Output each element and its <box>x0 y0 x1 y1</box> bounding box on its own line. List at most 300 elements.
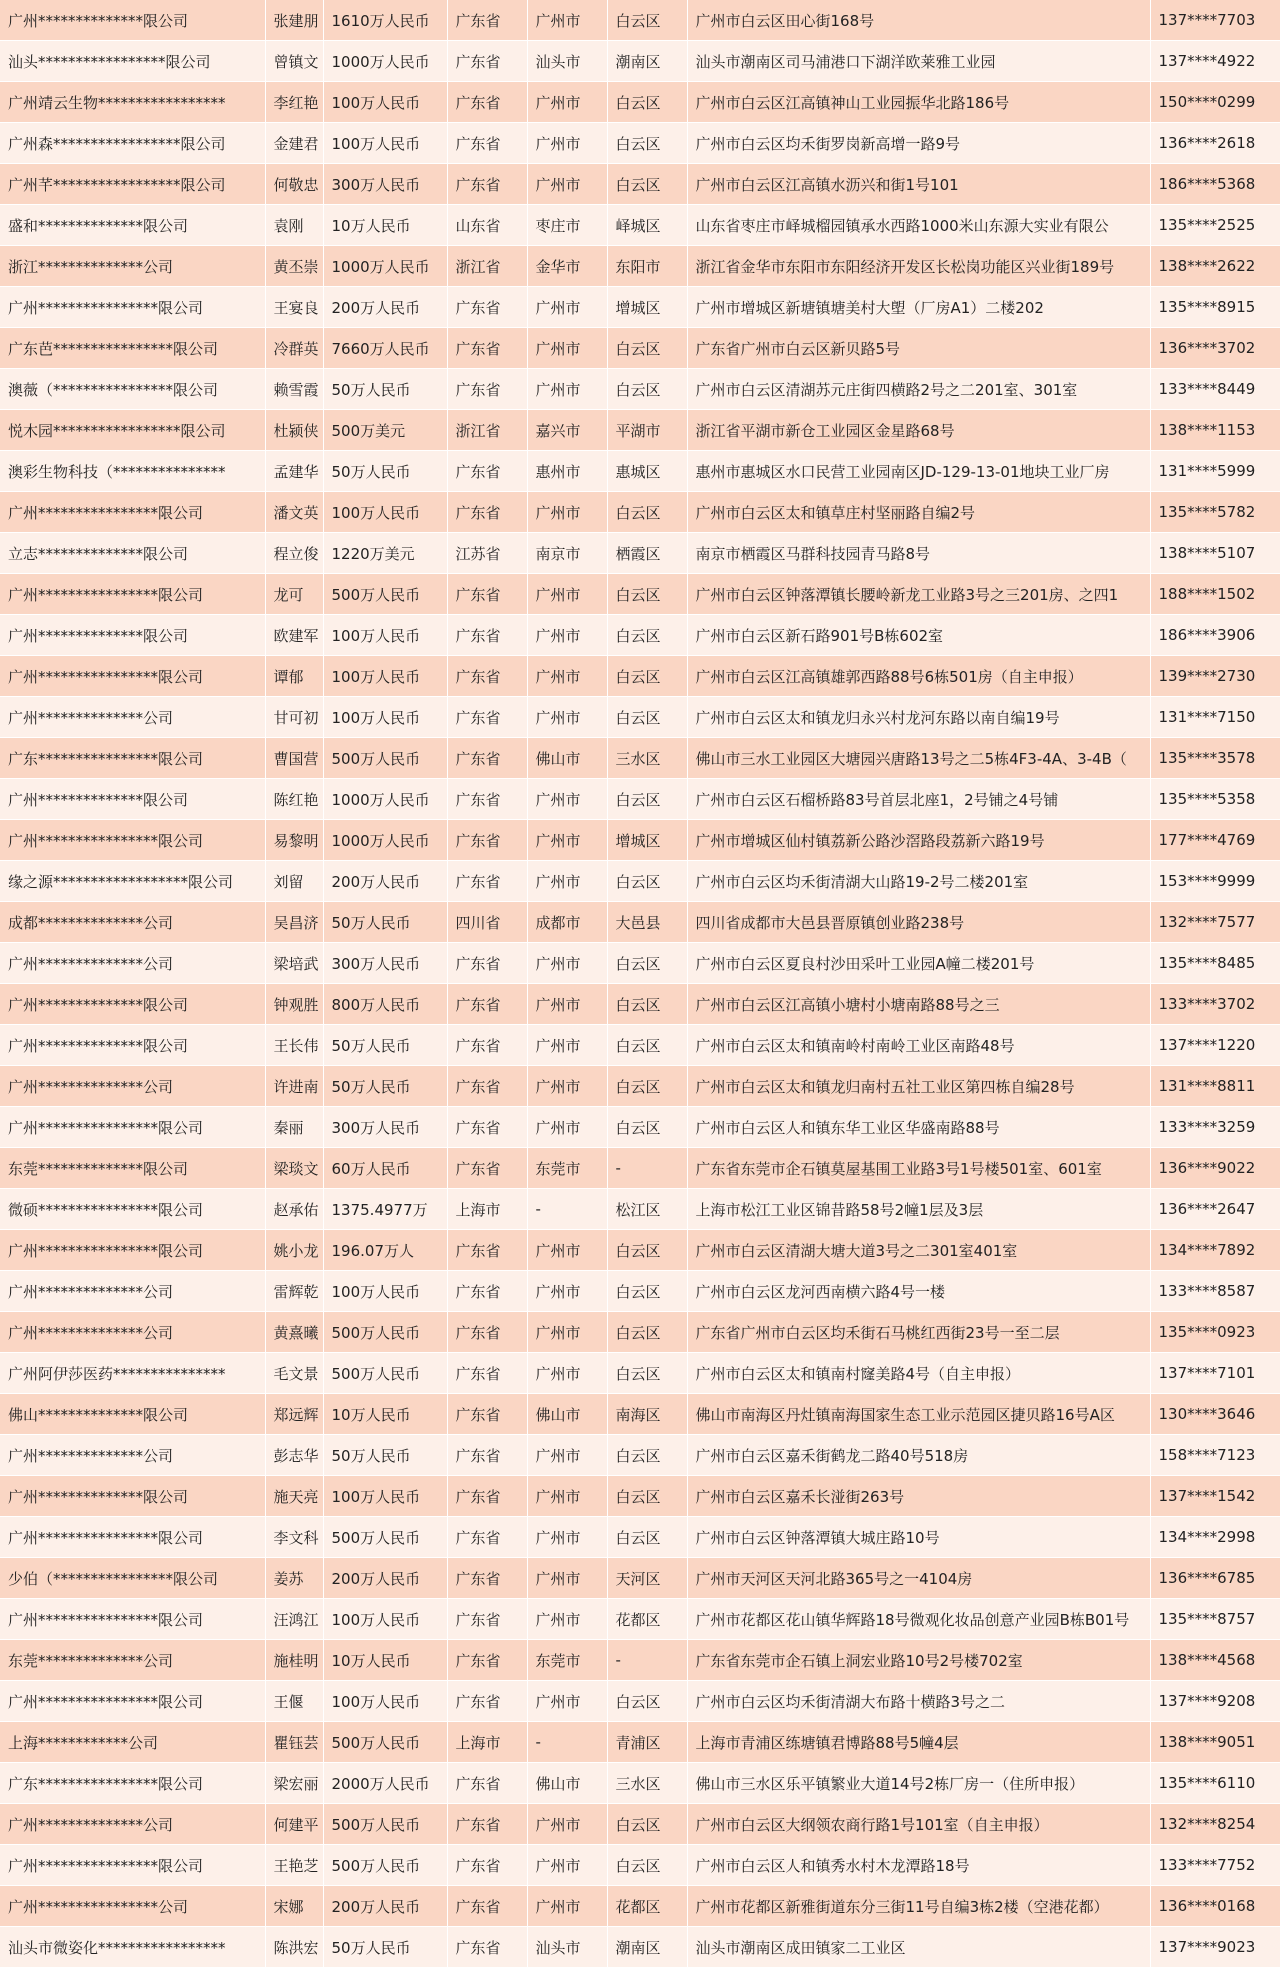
phone-cell: 135****6110 <box>1150 1763 1280 1804</box>
phone-cell: 138****5107 <box>1150 533 1280 574</box>
address-cell: 广州市白云区均禾街清湖大布路十横路3号之二 <box>687 1681 1150 1722</box>
registered-capital-cell: 2000万人民币 <box>323 1763 447 1804</box>
registered-capital-cell: 300万人民币 <box>323 943 447 984</box>
city-cell: 广州市 <box>527 697 607 738</box>
registered-capital-cell: 100万人民币 <box>323 1476 447 1517</box>
legal-rep-cell: 冷群英 <box>265 328 323 369</box>
phone-cell: 137****9208 <box>1150 1681 1280 1722</box>
district-cell: 三水区 <box>607 1763 687 1804</box>
table-row <box>0 1148 1280 1189</box>
district-cell: 白云区 <box>607 1435 687 1476</box>
company-name-cell: 微硕****************限公司 <box>0 1189 265 1230</box>
company-name-cell: 广州**************限公司 <box>0 0 265 41</box>
legal-rep-cell: 雷辉乾 <box>265 1271 323 1312</box>
table-row <box>0 41 1280 82</box>
district-cell: 白云区 <box>607 861 687 902</box>
table-row <box>0 656 1280 697</box>
legal-rep-cell: 袁刚 <box>265 205 323 246</box>
company-name-cell: 广州**************限公司 <box>0 1476 265 1517</box>
registered-capital-cell: 50万人民币 <box>323 1025 447 1066</box>
table-row <box>0 369 1280 410</box>
address-cell: 广东省广州市白云区均禾街石马桃红西街23号一至二层 <box>687 1312 1150 1353</box>
table-row <box>0 574 1280 615</box>
phone-cell: 186****3906 <box>1150 615 1280 656</box>
legal-rep-cell: 金建君 <box>265 123 323 164</box>
district-cell: 白云区 <box>607 369 687 410</box>
phone-cell: 135****8757 <box>1150 1599 1280 1640</box>
company-name-cell: 缘之源******************限公司 <box>0 861 265 902</box>
table-row <box>0 1599 1280 1640</box>
address-cell: 广州市白云区太和镇草庄村坚丽路自编2号 <box>687 492 1150 533</box>
city-cell: 广州市 <box>527 656 607 697</box>
registered-capital-cell: 500万美元 <box>323 410 447 451</box>
legal-rep-cell: 刘留 <box>265 861 323 902</box>
province-cell: 广东省 <box>447 1435 527 1476</box>
registered-capital-cell: 50万人民币 <box>323 1927 447 1968</box>
legal-rep-cell: 潘文英 <box>265 492 323 533</box>
phone-cell: 188****1502 <box>1150 574 1280 615</box>
legal-rep-cell: 吴昌济 <box>265 902 323 943</box>
province-cell: 浙江省 <box>447 410 527 451</box>
city-cell: 东莞市 <box>527 1640 607 1681</box>
province-cell: 广东省 <box>447 1681 527 1722</box>
province-cell: 广东省 <box>447 697 527 738</box>
legal-rep-cell: 赵承佑 <box>265 1189 323 1230</box>
address-cell: 广州市增城区仙村镇荔新公路沙滘路段荔新六路19号 <box>687 820 1150 861</box>
registered-capital-cell: 500万人民币 <box>323 574 447 615</box>
legal-rep-cell: 梁琰文 <box>265 1148 323 1189</box>
company-name-cell: 广州**************公司 <box>0 1804 265 1845</box>
company-name-cell: 广州阿伊莎医药*************** <box>0 1353 265 1394</box>
registered-capital-cell: 10万人民币 <box>323 1640 447 1681</box>
district-cell: 白云区 <box>607 656 687 697</box>
table-row <box>0 1681 1280 1722</box>
phone-cell: 130****3646 <box>1150 1394 1280 1435</box>
province-cell: 广东省 <box>447 1107 527 1148</box>
company-name-cell: 广州**************公司 <box>0 1271 265 1312</box>
address-cell: 惠州市惠城区水口民营工业园南区JD-129-13-01地块工业厂房 <box>687 451 1150 492</box>
table-row <box>0 779 1280 820</box>
phone-cell: 133****8449 <box>1150 369 1280 410</box>
phone-cell: 135****5358 <box>1150 779 1280 820</box>
province-cell: 广东省 <box>447 1066 527 1107</box>
company-name-cell: 广州**************公司 <box>0 697 265 738</box>
province-cell: 广东省 <box>447 82 527 123</box>
address-cell: 广州市白云区嘉禾长湴街263号 <box>687 1476 1150 1517</box>
province-cell: 上海市 <box>447 1722 527 1763</box>
registered-capital-cell: 1000万人民币 <box>323 41 447 82</box>
table-row <box>0 0 1280 41</box>
registered-capital-cell: 1220万美元 <box>323 533 447 574</box>
legal-rep-cell: 姜苏 <box>265 1558 323 1599</box>
district-cell: 潮南区 <box>607 41 687 82</box>
address-cell: 广州市白云区江高镇小塘村小塘南路88号之三 <box>687 984 1150 1025</box>
table-row <box>0 82 1280 123</box>
legal-rep-cell: 谭郁 <box>265 656 323 697</box>
phone-cell: 177****4769 <box>1150 820 1280 861</box>
registered-capital-cell: 196.07万人 <box>323 1230 447 1271</box>
phone-cell: 137****1542 <box>1150 1476 1280 1517</box>
city-cell: 嘉兴市 <box>527 410 607 451</box>
registered-capital-cell: 500万人民币 <box>323 1804 447 1845</box>
table-row <box>0 1189 1280 1230</box>
legal-rep-cell: 毛文景 <box>265 1353 323 1394</box>
city-cell: 金华市 <box>527 246 607 287</box>
city-cell: 佛山市 <box>527 1763 607 1804</box>
legal-rep-cell: 姚小龙 <box>265 1230 323 1271</box>
registered-capital-cell: 200万人民币 <box>323 287 447 328</box>
legal-rep-cell: 欧建军 <box>265 615 323 656</box>
district-cell: 白云区 <box>607 1312 687 1353</box>
legal-rep-cell: 王艳芝 <box>265 1845 323 1886</box>
phone-cell: 135****8915 <box>1150 287 1280 328</box>
legal-rep-cell: 陈洪宏 <box>265 1927 323 1968</box>
district-cell: 白云区 <box>607 1845 687 1886</box>
table-row <box>0 861 1280 902</box>
province-cell: 广东省 <box>447 1640 527 1681</box>
registered-capital-cell: 10万人民币 <box>323 205 447 246</box>
province-cell: 广东省 <box>447 41 527 82</box>
address-cell: 浙江省金华市东阳市东阳经济开发区长松岗功能区兴业街189号 <box>687 246 1150 287</box>
table-row <box>0 1066 1280 1107</box>
city-cell: 广州市 <box>527 1107 607 1148</box>
phone-cell: 135****0923 <box>1150 1312 1280 1353</box>
district-cell: 白云区 <box>607 1681 687 1722</box>
registered-capital-cell: 100万人民币 <box>323 492 447 533</box>
table-row <box>0 820 1280 861</box>
registered-capital-cell: 100万人民币 <box>323 615 447 656</box>
district-cell: 白云区 <box>607 697 687 738</box>
legal-rep-cell: 施天亮 <box>265 1476 323 1517</box>
legal-rep-cell: 秦丽 <box>265 1107 323 1148</box>
district-cell: 白云区 <box>607 1025 687 1066</box>
address-cell: 广州市白云区江高镇水沥兴和街1号101 <box>687 164 1150 205</box>
phone-cell: 133****7752 <box>1150 1845 1280 1886</box>
phone-cell: 137****7703 <box>1150 0 1280 41</box>
legal-rep-cell: 郑远辉 <box>265 1394 323 1435</box>
province-cell: 广东省 <box>447 369 527 410</box>
company-name-cell: 广州****************限公司 <box>0 656 265 697</box>
province-cell: 上海市 <box>447 1189 527 1230</box>
phone-cell: 138****9051 <box>1150 1722 1280 1763</box>
address-cell: 南京市栖霞区马群科技园青马路8号 <box>687 533 1150 574</box>
company-name-cell: 汕头市微姿化***************** <box>0 1927 265 1968</box>
registered-capital-cell: 1000万人民币 <box>323 820 447 861</box>
phone-cell: 134****7892 <box>1150 1230 1280 1271</box>
phone-cell: 131****8811 <box>1150 1066 1280 1107</box>
city-cell: 广州市 <box>527 574 607 615</box>
province-cell: 广东省 <box>447 1845 527 1886</box>
company-name-cell: 澳薇（****************限公司 <box>0 369 265 410</box>
table-row <box>0 615 1280 656</box>
province-cell: 广东省 <box>447 1558 527 1599</box>
phone-cell: 137****4922 <box>1150 41 1280 82</box>
phone-cell: 136****9022 <box>1150 1148 1280 1189</box>
phone-cell: 158****7123 <box>1150 1435 1280 1476</box>
address-cell: 广州市白云区江高镇雄郭西路88号6栋501房（自主申报） <box>687 656 1150 697</box>
table-row <box>0 451 1280 492</box>
address-cell: 山东省枣庄市峄城榴园镇承水西路1000米山东源大实业有限公 <box>687 205 1150 246</box>
table-row <box>0 1394 1280 1435</box>
address-cell: 广州市花都区花山镇华辉路18号微观化妆品创意产业园B栋B01号 <box>687 1599 1150 1640</box>
registered-capital-cell: 200万人民币 <box>323 1558 447 1599</box>
legal-rep-cell: 李文科 <box>265 1517 323 1558</box>
phone-cell: 135****8485 <box>1150 943 1280 984</box>
address-cell: 广州市白云区人和镇秀水村木龙潭路18号 <box>687 1845 1150 1886</box>
district-cell: 白云区 <box>607 1476 687 1517</box>
city-cell: 南京市 <box>527 533 607 574</box>
district-cell: 潮南区 <box>607 1927 687 1968</box>
table-row <box>0 984 1280 1025</box>
registered-capital-cell: 1375.4977万 <box>323 1189 447 1230</box>
legal-rep-cell: 曾镇文 <box>265 41 323 82</box>
phone-cell: 136****2647 <box>1150 1189 1280 1230</box>
table-row <box>0 164 1280 205</box>
table-row <box>0 1353 1280 1394</box>
address-cell: 广州市白云区夏良村沙田采叶工业园A幢二楼201号 <box>687 943 1150 984</box>
address-cell: 广州市白云区均禾街清湖大山路19-2号二楼201室 <box>687 861 1150 902</box>
company-name-cell: 广州****************限公司 <box>0 1517 265 1558</box>
legal-rep-cell: 梁培武 <box>265 943 323 984</box>
table-row <box>0 1845 1280 1886</box>
address-cell: 广州市增城区新塘镇塘美村大塱（厂房A1）二楼202 <box>687 287 1150 328</box>
table-row <box>0 410 1280 451</box>
province-cell: 广东省 <box>447 1394 527 1435</box>
district-cell: 白云区 <box>607 0 687 41</box>
province-cell: 广东省 <box>447 1312 527 1353</box>
address-cell: 广州市花都区新雅街道东分三街11号自编3栋2楼（空港花都） <box>687 1886 1150 1927</box>
registered-capital-cell: 200万人民币 <box>323 1886 447 1927</box>
province-cell: 广东省 <box>447 984 527 1025</box>
city-cell: 广州市 <box>527 1681 607 1722</box>
table-row <box>0 1517 1280 1558</box>
province-cell: 四川省 <box>447 902 527 943</box>
company-name-cell: 广州****************限公司 <box>0 1230 265 1271</box>
registered-capital-cell: 50万人民币 <box>323 451 447 492</box>
table-row <box>0 1558 1280 1599</box>
address-cell: 广州市白云区江高镇神山工业园振华北路186号 <box>687 82 1150 123</box>
table-row <box>0 1640 1280 1681</box>
city-cell: 广州市 <box>527 861 607 902</box>
city-cell: 东莞市 <box>527 1148 607 1189</box>
legal-rep-cell: 孟建华 <box>265 451 323 492</box>
province-cell: 广东省 <box>447 451 527 492</box>
city-cell: 广州市 <box>527 1558 607 1599</box>
district-cell: 白云区 <box>607 1230 687 1271</box>
city-cell: 广州市 <box>527 1886 607 1927</box>
city-cell: 广州市 <box>527 1435 607 1476</box>
district-cell: 白云区 <box>607 123 687 164</box>
city-cell: 佛山市 <box>527 738 607 779</box>
city-cell: 广州市 <box>527 1025 607 1066</box>
address-cell: 广州市白云区龙河西南横六路4号一楼 <box>687 1271 1150 1312</box>
phone-cell: 131****7150 <box>1150 697 1280 738</box>
province-cell: 广东省 <box>447 1271 527 1312</box>
address-cell: 浙江省平湖市新仓工业园区金星路68号 <box>687 410 1150 451</box>
table-row <box>0 1886 1280 1927</box>
phone-cell: 150****0299 <box>1150 82 1280 123</box>
district-cell: - <box>607 1640 687 1681</box>
province-cell: 广东省 <box>447 1353 527 1394</box>
district-cell: 增城区 <box>607 287 687 328</box>
registered-capital-cell: 100万人民币 <box>323 82 447 123</box>
district-cell: 白云区 <box>607 1353 687 1394</box>
address-cell: 四川省成都市大邑县晋原镇创业路238号 <box>687 902 1150 943</box>
company-name-cell: 东莞**************公司 <box>0 1640 265 1681</box>
legal-rep-cell: 瞿钰芸 <box>265 1722 323 1763</box>
province-cell: 江苏省 <box>447 533 527 574</box>
company-name-cell: 广州**************限公司 <box>0 779 265 820</box>
province-cell: 广东省 <box>447 820 527 861</box>
city-cell: 枣庄市 <box>527 205 607 246</box>
phone-cell: 137****1220 <box>1150 1025 1280 1066</box>
legal-rep-cell: 钟观胜 <box>265 984 323 1025</box>
province-cell: 广东省 <box>447 1804 527 1845</box>
district-cell: 白云区 <box>607 984 687 1025</box>
address-cell: 汕头市潮南区成田镇家二工业区 <box>687 1927 1150 1968</box>
company-name-cell: 广东****************限公司 <box>0 1763 265 1804</box>
district-cell: 栖霞区 <box>607 533 687 574</box>
registered-capital-cell: 300万人民币 <box>323 164 447 205</box>
table-row <box>0 1435 1280 1476</box>
table-row <box>0 1107 1280 1148</box>
phone-cell: 136****0168 <box>1150 1886 1280 1927</box>
phone-cell: 139****2730 <box>1150 656 1280 697</box>
province-cell: 广东省 <box>447 1230 527 1271</box>
company-name-cell: 东莞**************限公司 <box>0 1148 265 1189</box>
province-cell: 广东省 <box>447 656 527 697</box>
legal-rep-cell: 黄丕崇 <box>265 246 323 287</box>
district-cell: 白云区 <box>607 1517 687 1558</box>
district-cell: 白云区 <box>607 615 687 656</box>
table-row <box>0 287 1280 328</box>
district-cell: 白云区 <box>607 1804 687 1845</box>
legal-rep-cell: 黄熹曦 <box>265 1312 323 1353</box>
address-cell: 广州市天河区天河北路365号之一4104房 <box>687 1558 1150 1599</box>
address-cell: 广州市白云区清湖苏元庄街四横路2号之二201室、301室 <box>687 369 1150 410</box>
company-name-cell: 广州**************限公司 <box>0 615 265 656</box>
city-cell: - <box>527 1722 607 1763</box>
district-cell: 峄城区 <box>607 205 687 246</box>
city-cell: 广州市 <box>527 615 607 656</box>
district-cell: 白云区 <box>607 1271 687 1312</box>
address-cell: 广东省东莞市企石镇上洞宏业路10号2号楼702室 <box>687 1640 1150 1681</box>
legal-rep-cell: 王宴良 <box>265 287 323 328</box>
city-cell: 广州市 <box>527 1230 607 1271</box>
phone-cell: 136****6785 <box>1150 1558 1280 1599</box>
table-row <box>0 123 1280 164</box>
phone-cell: 135****3578 <box>1150 738 1280 779</box>
company-name-cell: 广东****************限公司 <box>0 738 265 779</box>
address-cell: 广州市白云区清湖大塘大道3号之二301室401室 <box>687 1230 1150 1271</box>
address-cell: 佛山市三水工业园区大塘园兴唐路13号之二5栋4F3-4A、3-4B（ <box>687 738 1150 779</box>
company-name-cell: 汕头*****************限公司 <box>0 41 265 82</box>
company-name-cell: 广州****************限公司 <box>0 820 265 861</box>
phone-cell: 138****1153 <box>1150 410 1280 451</box>
city-cell: 广州市 <box>527 1476 607 1517</box>
phone-cell: 153****9999 <box>1150 861 1280 902</box>
city-cell: 广州市 <box>527 1517 607 1558</box>
city-cell: 广州市 <box>527 779 607 820</box>
province-cell: 广东省 <box>447 287 527 328</box>
registered-capital-cell: 1000万人民币 <box>323 779 447 820</box>
company-name-cell: 澳彩生物科技（*************** <box>0 451 265 492</box>
registered-capital-cell: 100万人民币 <box>323 656 447 697</box>
company-name-cell: 盛和**************限公司 <box>0 205 265 246</box>
city-cell: 成都市 <box>527 902 607 943</box>
company-name-cell: 广州**************限公司 <box>0 984 265 1025</box>
registered-capital-cell: 50万人民币 <box>323 1435 447 1476</box>
phone-cell: 135****2525 <box>1150 205 1280 246</box>
company-name-cell: 广州****************限公司 <box>0 1599 265 1640</box>
city-cell: 广州市 <box>527 1845 607 1886</box>
district-cell: 白云区 <box>607 574 687 615</box>
district-cell: 松江区 <box>607 1189 687 1230</box>
legal-rep-cell: 龙可 <box>265 574 323 615</box>
registered-capital-cell: 100万人民币 <box>323 123 447 164</box>
table-row <box>0 246 1280 287</box>
district-cell: 花都区 <box>607 1886 687 1927</box>
address-cell: 广州市白云区太和镇南村窿美路4号（自主申报） <box>687 1353 1150 1394</box>
registered-capital-cell: 500万人民币 <box>323 1845 447 1886</box>
address-cell: 佛山市三水区乐平镇繁业大道14号2栋厂房一（住所申报） <box>687 1763 1150 1804</box>
address-cell: 汕头市潮南区司马浦港口下湖洋欧莱雅工业园 <box>687 41 1150 82</box>
province-cell: 广东省 <box>447 779 527 820</box>
company-name-cell: 广州****************公司 <box>0 1886 265 1927</box>
legal-rep-cell: 王长伟 <box>265 1025 323 1066</box>
city-cell: 佛山市 <box>527 1394 607 1435</box>
address-cell: 广州市白云区田心街168号 <box>687 0 1150 41</box>
city-cell: 广州市 <box>527 943 607 984</box>
phone-cell: 138****2622 <box>1150 246 1280 287</box>
city-cell: 广州市 <box>527 82 607 123</box>
address-cell: 上海市松江工业区锦昔路58号2幢1层及3层 <box>687 1189 1150 1230</box>
province-cell: 广东省 <box>447 615 527 656</box>
company-name-cell: 广州****************限公司 <box>0 1681 265 1722</box>
legal-rep-cell: 赖雪霞 <box>265 369 323 410</box>
phone-cell: 132****7577 <box>1150 902 1280 943</box>
table-row <box>0 697 1280 738</box>
company-name-cell: 广东芭****************限公司 <box>0 328 265 369</box>
phone-cell: 133****3702 <box>1150 984 1280 1025</box>
address-cell: 广州市白云区人和镇东华工业区华盛南路88号 <box>687 1107 1150 1148</box>
company-name-cell: 广州****************限公司 <box>0 1107 265 1148</box>
province-cell: 广东省 <box>447 492 527 533</box>
registered-capital-cell: 300万人民币 <box>323 1107 447 1148</box>
company-name-cell: 广州芊*****************限公司 <box>0 164 265 205</box>
address-cell: 广州市白云区嘉禾街鹤龙二路40号518房 <box>687 1435 1150 1476</box>
legal-rep-cell: 易黎明 <box>265 820 323 861</box>
table-row <box>0 902 1280 943</box>
legal-rep-cell: 陈红艳 <box>265 779 323 820</box>
phone-cell: 131****5999 <box>1150 451 1280 492</box>
address-cell: 佛山市南海区丹灶镇南海国家生态工业示范园区捷贝路16号A区 <box>687 1394 1150 1435</box>
province-cell: 广东省 <box>447 1148 527 1189</box>
district-cell: 白云区 <box>607 82 687 123</box>
address-cell: 广东省东莞市企石镇莫屋基围工业路3号1号楼501室、601室 <box>687 1148 1150 1189</box>
company-name-cell: 佛山**************限公司 <box>0 1394 265 1435</box>
district-cell: 天河区 <box>607 1558 687 1599</box>
city-cell: 广州市 <box>527 1312 607 1353</box>
province-cell: 广东省 <box>447 943 527 984</box>
province-cell: 广东省 <box>447 0 527 41</box>
company-name-cell: 广州**************公司 <box>0 943 265 984</box>
city-cell: 广州市 <box>527 1804 607 1845</box>
province-cell: 广东省 <box>447 1025 527 1066</box>
table-row <box>0 1230 1280 1271</box>
address-cell: 广州市白云区钟落潭镇大城庄路10号 <box>687 1517 1150 1558</box>
table-row <box>0 205 1280 246</box>
